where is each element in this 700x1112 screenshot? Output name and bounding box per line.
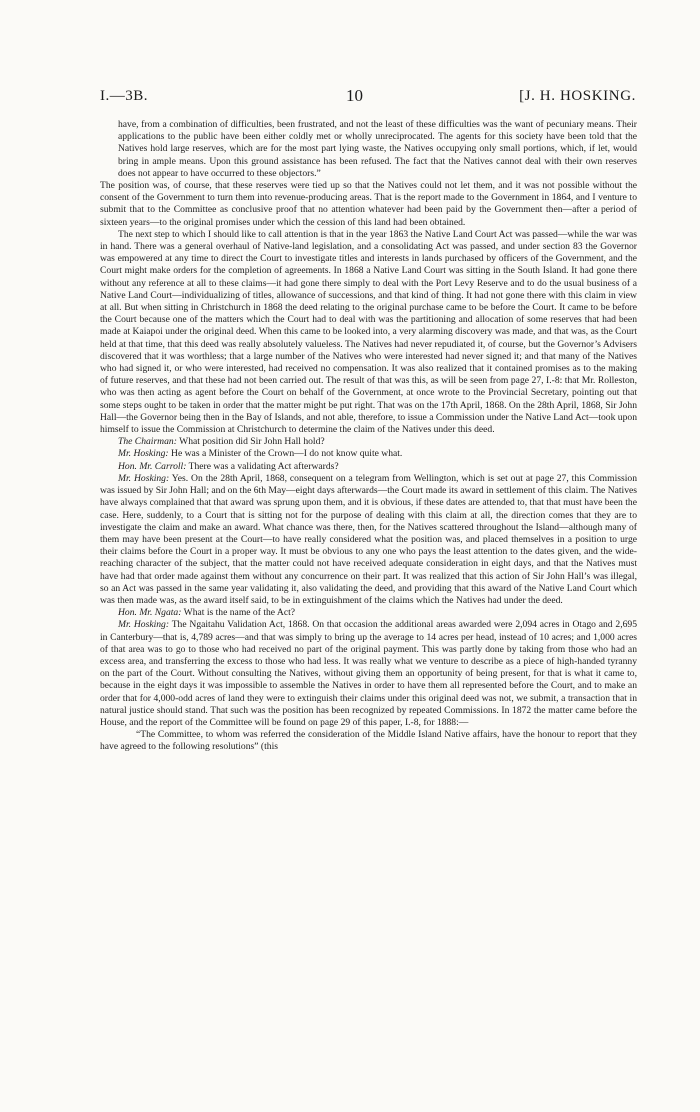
speech-paragraph: Mr. Hosking: The Ngaitahu Validation Act, 1868. On that occasion the additional areas awarded were 2,094 acres in Otago and 2,695 in Canterbury—that is, 4,789 acres—and that was simply to bring up the average to 14 acres per head, instead of 10 acres; and 1,000 acres of that area was to go to those who had received no part of the original payment. This was partly done by taking from those who had an excess area, and transferring the excess to those who had less. It was really what we venture to describe as a piece of high-handed tyranny on the part of the Court. Without consulting the Natives, without giving them an opportunity of being present, for that is what it came to, because in the eight days it was impossible to assemble the Natives in order to have them all represented before the Court, and to make an order that for 4,000-odd acres of land they were to extinguish their claims under this original deed was not, we submit, a transaction that in natural justice should stand. That such was the position has been recognized by repeated Commissions. In 1872 the matter came before the House, and the report of the Committee will be found on page 29 of this paper, I.-8, for 1888:— [100, 619, 637, 728]
page-number: 10 [346, 86, 363, 105]
speaker-name: Hon. Mr. Carroll: [118, 460, 187, 472]
speech-paragraph: Mr. Hosking: He was a Minister of the Crown—I do not know quite what. [118, 448, 403, 460]
speech-paragraph: The Chairman: What position did Sir John Hall hold? [118, 436, 325, 448]
speech-paragraph: Hon. Mr. Carroll: There was a validating Act afterwards? [118, 460, 339, 472]
speaker-name: Mr. Hosking: [118, 472, 170, 484]
paragraph: The position was, of course, that these reserves were tied up so that the Natives could not let them, and it was not possible without the consent of the Government to turn them into revenue-producing areas. That is the report made to the Government in 1864, and I venture to submit that to the Committee as conclusive proof that no attention whatever had been paid by the Government then—after a period of sixteen years—to the original promises under which the cession of this land had been obtained. [100, 180, 637, 228]
speaker-name: Mr. Hosking: [118, 448, 169, 460]
page-header [100, 88, 636, 112]
quote-paragraph: have, from a combination of difficulties, been frustrated, and not the least of these difficulties was the want of pecuniary means. Their applications to the public have been either coldly met or wholly unreciprocated. The agents for this society have been told that the Natives hold large reserves, which are for the most part lying waste, the Natives occupying only small portions, which, if let, would bring in ample means. Upon this ground assistance has been refused. The fact that the Natives cannot deal with their own reserves does not appear to have occurred to these objectors.” [118, 119, 637, 179]
quote-paragraph: “The Committee, to whom was referred the consideration of the Middle Island Native affairs, have the honour to report that they have agreed to the following resolutions” (this [100, 729, 637, 753]
speaker-name: Mr. Hosking: [118, 619, 170, 631]
witness-name: [J. H. HOSKING. [519, 88, 636, 104]
paper-reference: I.—3B. [100, 88, 148, 104]
paragraph: The next step to which I should like to call attention is that in the year 1863 the Native Land Court Act was passed—while the war was in hand. There was a general overhaul of Native-land legislation, and a consolidating Act was passed, and under section 83 the Governor was empowered at any time to direct the Court to investigate titles and interests in lands purchased by officers of the Government, and the Court might make orders for the completion of agreements. In 1868 a Native Land Court was sitting in the South Island. It had gone there without any reference at all to these claims—it had gone there simply to deal with the Port Levy Reserve and to do the usual business of a Native Land Court—individualizing of titles, allowance of successions, and that kind of thing. It had not gone there with this claim in view at all. But when sitting in Christchurch in 1868 the deed relating to the original purchase came to be before the Court. It came to be before the Court because one of the matters which the Court had to deal with was the partitioning and allocation of some reserves that had been made at Kaiapoi under the original deed. When this came to be looked into, a very alarming discovery was made, and that was, as the Court held at that time, that this deed was really absolutely valueless. The Natives had never repudiated it, of course, but the Governor’s Advisers discovered that it was worthless; that a large number of the Natives who were interested had never signed it; and that many of the Natives who had signed it, or who were interested, had received no compensation. It was also realized that it contained promises as to the making of future reserves, and that these had not been carried out. The result of that was this, as will be seen from page 27, I.-8: that Mr. Rolleston, who was then acting as agent before the Court on behalf of the Government, at once wrote to the Provincial Secretary, pointing out that some steps ought to be taken in order that the matter might be put right. That was on the 17th April, 1868. On the 28th April, 1868, Sir John Hall—the Governor being then in the Bay of Islands, and not able, therefore, to issue a Commission under the Native Land Act—took upon himself to issue the Commission at Christchurch to determine the claim of the Natives under this deed. [100, 228, 637, 436]
document-body [100, 119, 637, 754]
speech-paragraph: Mr. Hosking: Yes. On the 28th April, 1868, consequent on a telegram from Wellington, which is set out at page 27, this Commission was issued by Sir John Hall; and on the 6th May—eight days afterwards—the Court made its award in settlement of this claim. The Natives have always complained that that award was sprung upon them, and it is obvious, if these dates are attended to, that that must have been the case. Here, suddenly, to a Court that is sitting not for the purpose of dealing with this claim at all, the direction comes that they are to investigate the claim and make an award. What chance was there, then, for the Natives scattered throughout the Island—although many of them may have been present at the Court—to have really considered what the position was, and placed themselves in a position to urge their claims before the Court in a proper way. It must be obvious to any one who pays the least attention to the dates given, and the wide-reaching character of the subject, that the matter could not have received adequate consideration in eight days, and that the Natives must have had that order made against them without any concurrence on their part. It was realized that this action of Sir John Hall’s was illegal, so an Act was passed in the same year validating it, also validating the deed, and providing that this award of the Native Land Court which was then made was, as the award itself said, to be in extinguishment of the claims which the Natives had under the deed. [100, 472, 637, 606]
speaker-name: Hon. Mr. Ngata: [118, 607, 182, 619]
speech-paragraph: Hon. Mr. Ngata: What is the name of the Act? [118, 607, 296, 619]
speaker-name: The Chairman: [118, 436, 177, 448]
